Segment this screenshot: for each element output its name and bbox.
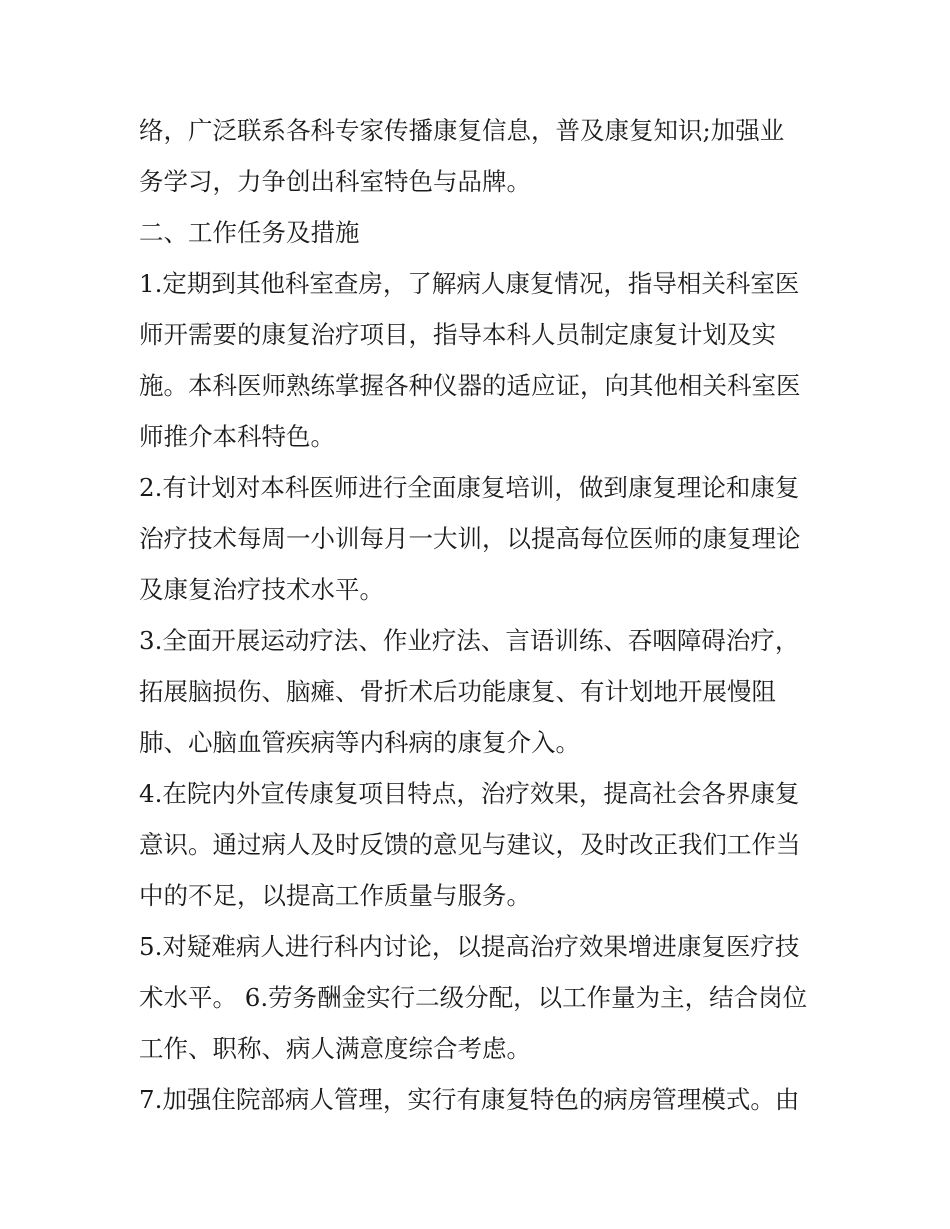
text-line: 术水平。 6.劳务酬金实行二级分配，以工作量为主，结合岗位: [139, 983, 808, 1012]
text-line: 施。本科医师熟练掌握各种仪器的适应证，向其他相关科室医: [139, 371, 801, 400]
text-line: 师推介本科特色。: [139, 422, 335, 451]
text-line: 3.全面开展运动疗法、作业疗法、言语训练、吞咽障碍治疗，: [139, 626, 800, 655]
text-line: 7.加强住院部病人管理，实行有康复特色的病房管理模式。由: [139, 1085, 800, 1114]
text-line: 5.对疑难病人进行科内讨论，以提高治疗效果增进康复医疗技: [139, 932, 800, 961]
document-body: [139, 112, 819, 1132]
section-heading: 二、工作任务及措施: [139, 218, 360, 247]
text-line: 治疗技术每周一小训每月一大训，以提高每位医师的康复理论: [139, 524, 801, 553]
text-line: 4.在院内外宣传康复项目特点，治疗效果，提高社会各界康复: [139, 779, 800, 808]
text-line: 1.定期到其他科室查房，了解病人康复情况，指导相关科室医: [139, 269, 800, 298]
text-line: 及康复治疗技术水平。: [139, 575, 384, 604]
text-line: 肺、心脑血管疾病等内科病的康复介入。: [139, 728, 580, 757]
text-line: 工作、职称、病人满意度综合考虑。: [139, 1034, 531, 1063]
text-line: 师开需要的康复治疗项目，指导本科人员制定康复计划及实: [139, 320, 776, 349]
text-line: 拓展脑损伤、脑瘫、骨折术后功能康复、有计划地开展慢阻: [139, 677, 776, 706]
text-line: 2.有计划对本科医师进行全面康复培训，做到康复理论和康复: [139, 473, 800, 502]
text-line: 络，广泛联系各科专家传播康复信息，普及康复知识;加强业: [139, 116, 785, 145]
text-line: 意识。通过病人及时反馈的意见与建议，及时改正我们工作当: [139, 830, 801, 859]
text-line: 中的不足，以提高工作质量与服务。: [139, 881, 531, 910]
text-line: 务学习，力争创出科室特色与品牌。: [139, 167, 531, 196]
